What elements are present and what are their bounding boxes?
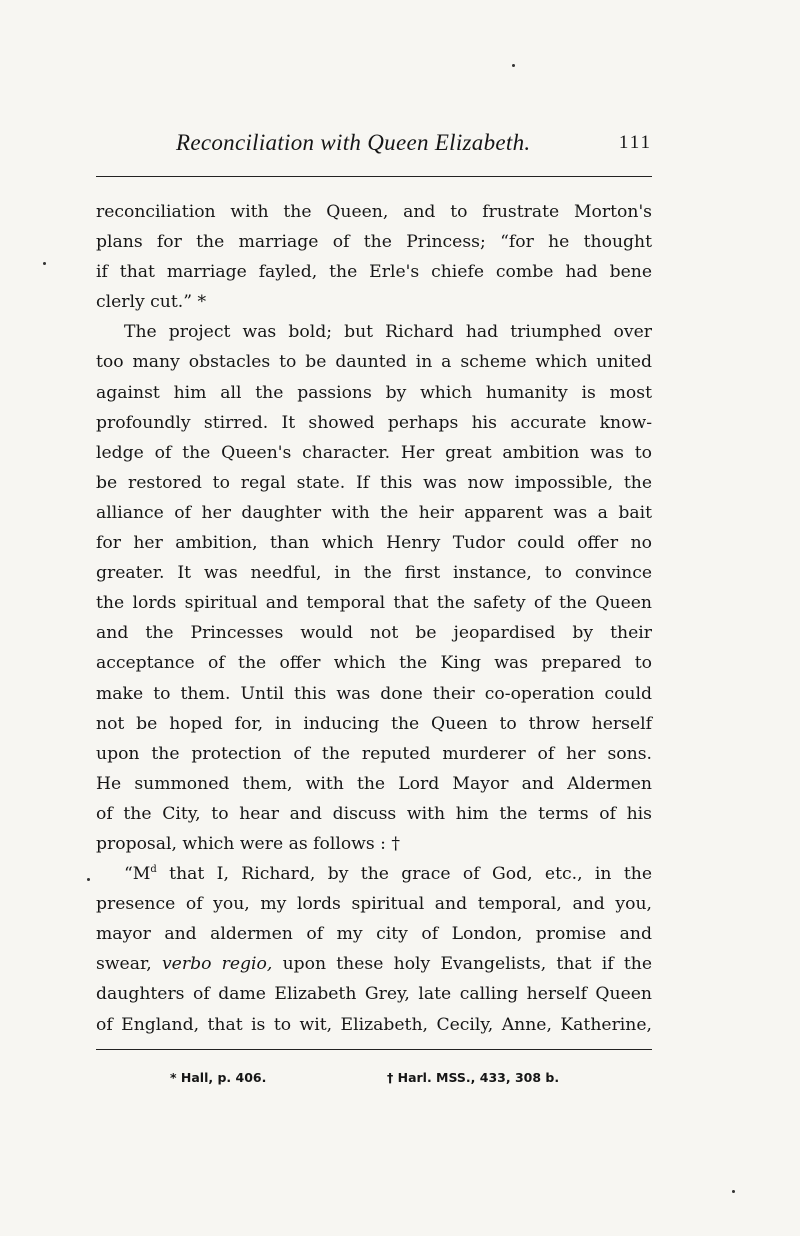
memo-open: “M [124, 864, 151, 885]
body-line: upon the protection of the reputed murderer of her sons. [96, 743, 652, 764]
body-line: for her ambition, than which Henry Tudor could offer no [96, 533, 652, 554]
body-line-text: that I, Richard, by the grace of God, etc., in the [169, 864, 652, 885]
paper-speck [43, 262, 46, 265]
body-line: proposal, which were as follows : † [96, 833, 401, 854]
body-line: make to them. Until this was done their co-operation could [96, 683, 652, 704]
memo-superscript: d [150, 864, 157, 876]
body-line: acceptance of the offer which the King was prepared to [96, 653, 652, 674]
body-line: of the City, to hear and discuss with him the terms of his [96, 803, 652, 824]
body-line: be restored to regal state. If this was now impossible, the [96, 472, 652, 493]
running-title: Reconciliation with Queen Elizabeth. [176, 130, 531, 155]
body-line: presence of you, my lords spiritual and temporal, and you, [96, 894, 652, 915]
body-line: The project was bold; but Richard had triumphed over [124, 322, 652, 343]
body-line: alliance of her daughter with the heir apparent was a bait [96, 502, 652, 523]
body-line [96, 949, 652, 979]
body-line-text: upon these holy Evangelists, that if the [282, 954, 653, 975]
footnote: † Harl. MSS., 433, 308 b. [387, 1070, 560, 1085]
paper-speck [512, 64, 515, 67]
body-line: if that marriage fayled, the Erle's chiefe combe had bene [96, 262, 652, 283]
body-line [96, 859, 652, 889]
body-line: of England, that is to wit, Elizabeth, Cecily, Anne, Katherine, [96, 1014, 652, 1035]
body-line: plans for the marriage of the Princess; “for he thought [96, 232, 652, 253]
body-line: and the Princesses would not be jeopardised by their [96, 623, 652, 644]
paper-speck [87, 878, 90, 881]
body-line: He summoned them, with the Lord Mayor and Aldermen [96, 773, 652, 794]
body-line: the lords spiritual and temporal that the safety of the Queen [96, 593, 652, 614]
running-header [96, 130, 652, 160]
paper-speck [732, 1190, 735, 1193]
footnote-rule [96, 1049, 652, 1050]
body-line: daughters of dame Elizabeth Grey, late calling herself Queen [96, 984, 652, 1005]
latin-phrase: verbo regio, [161, 954, 273, 975]
body-line: ledge of the Queen's character. Her great ambition was to [96, 442, 652, 463]
body-line: reconciliation with the Queen, and to frustrate Morton's [96, 202, 652, 222]
body-line: greater. It was needful, in the first instance, to convince [96, 563, 652, 584]
page-number: 111 [618, 132, 652, 153]
body-line: against him all the passions by which humanity is most [96, 382, 652, 403]
body-line: too many obstacles to be daunted in a scheme which united [96, 352, 652, 373]
body-line: not be hoped for, in inducing the Queen to throw herself [96, 713, 652, 734]
body-line: mayor and aldermen of my city of London, promise and [96, 924, 652, 945]
body-text [96, 197, 652, 1040]
body-line: clerly cut.” * [96, 292, 207, 313]
body-line-text: swear, [96, 954, 152, 975]
header-rule [96, 176, 652, 177]
body-line: profoundly stirred. It showed perhaps his accurate know- [96, 412, 652, 433]
footnote: * Hall, p. 406. [170, 1070, 267, 1085]
